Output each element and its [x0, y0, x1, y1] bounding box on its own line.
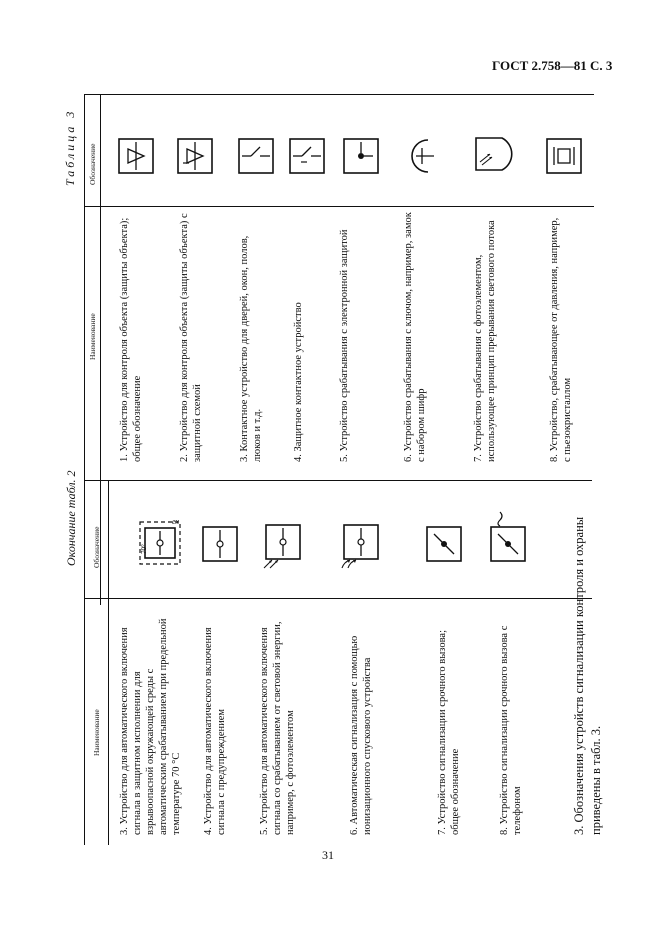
symbol-piezo-icon	[546, 138, 582, 174]
table3-row-4-name: 4. Защитное контактное устройство	[293, 302, 304, 462]
symbol-auto-warning-icon	[202, 526, 238, 562]
symbol-electronic-protection-icon	[343, 138, 379, 174]
symbol-contact-device-icon	[238, 138, 274, 174]
table3-row-7-name: 7. Устройство срабатывания с фотоэлементом, использующее принцип прерывания светового потока	[473, 220, 497, 462]
table2-row-8-name: 8. Устройство сигнализации срочного вызова с телефоном	[499, 625, 523, 835]
symbol-explosion-proof-auto-icon	[138, 518, 182, 568]
table3-row-8-name: 8. Устройство, срабатывающее от давления, например, с пьезокристаллом	[549, 217, 573, 462]
table2-row-7-name: 7. Устройство сигнализации срочного вызова; общее обозначение	[437, 630, 461, 835]
page-header: ГОСТ 2.758—81 С. 3	[492, 58, 613, 73]
table3-caption: Таблица 3	[63, 108, 77, 186]
symbol-object-control-protected-icon	[177, 138, 213, 174]
symbol-object-control-icon	[118, 138, 154, 174]
table3-row-6-name: 6. Устройство срабатывания с ключом, например, замок с набором шифр	[403, 212, 427, 462]
symbol-ionization-icon	[340, 524, 380, 570]
table3-row-3-name: 3. Контактное устройство для дверей, окон, полов, люков и т.д.	[239, 235, 263, 462]
page-number: 31	[322, 848, 334, 862]
table3-col-symbol-header: Обозначение	[88, 143, 97, 185]
table2-row-4-name: 4. Устройство для автоматического включения сигнала с предупреждением	[203, 627, 227, 835]
table2-row-5-name: 5. Устройство для автоматического включения сигнала со срабатыванием от световой энергии, например, с фотоэлементом	[259, 621, 296, 835]
table2-col-sep	[84, 598, 592, 599]
table2-col-symbol-header: Обозначение	[92, 526, 101, 568]
symbol-photocell-icon	[468, 134, 508, 174]
table2-row-3-name: 3. Устройство для автоматического включения сигнала в защитном исполнении для взрывоопасной окружающей среды с автоматическим срабатыванием при предельной температуре 70 °С	[119, 618, 182, 835]
symbol-protective-contact-icon	[289, 138, 325, 174]
symbol-auto-photo-icon	[262, 524, 302, 570]
symbol-key-lock-icon	[402, 136, 438, 176]
symbol-emergency-call-phone-icon	[490, 510, 526, 562]
table2-header-border	[108, 480, 109, 845]
table2-row-sep	[84, 480, 592, 481]
table2-row-6-name: 6. Автоматическая сигнализация с помощью ионизационного спускового устройства	[349, 635, 373, 835]
symbol-ex-label: ex	[172, 517, 180, 526]
table3-row-2-name: 2. Устройство для контроля объекта (защиты объекта) с защитной схемой	[179, 213, 203, 462]
table2-col-name-header: Наименование	[92, 709, 101, 756]
symbol-temp-label: 70°	[140, 544, 148, 554]
table2-left-border	[84, 480, 85, 845]
symbol-emergency-call-icon	[426, 526, 462, 562]
table3-col-name-header: Наименование	[88, 313, 97, 360]
table3-row-5-name: 5. Устройство срабатывания с электронной защитой	[339, 229, 350, 462]
table3-row-1-name: 1. Устройство для контроля объекта (защиты объекта); общее обозначение	[119, 217, 143, 462]
section-text: 3. Обозначения устройств сигнализации контроля и охраны приведены в табл. 3.	[572, 516, 603, 835]
table2-caption: Окончание табл. 2	[64, 470, 78, 566]
